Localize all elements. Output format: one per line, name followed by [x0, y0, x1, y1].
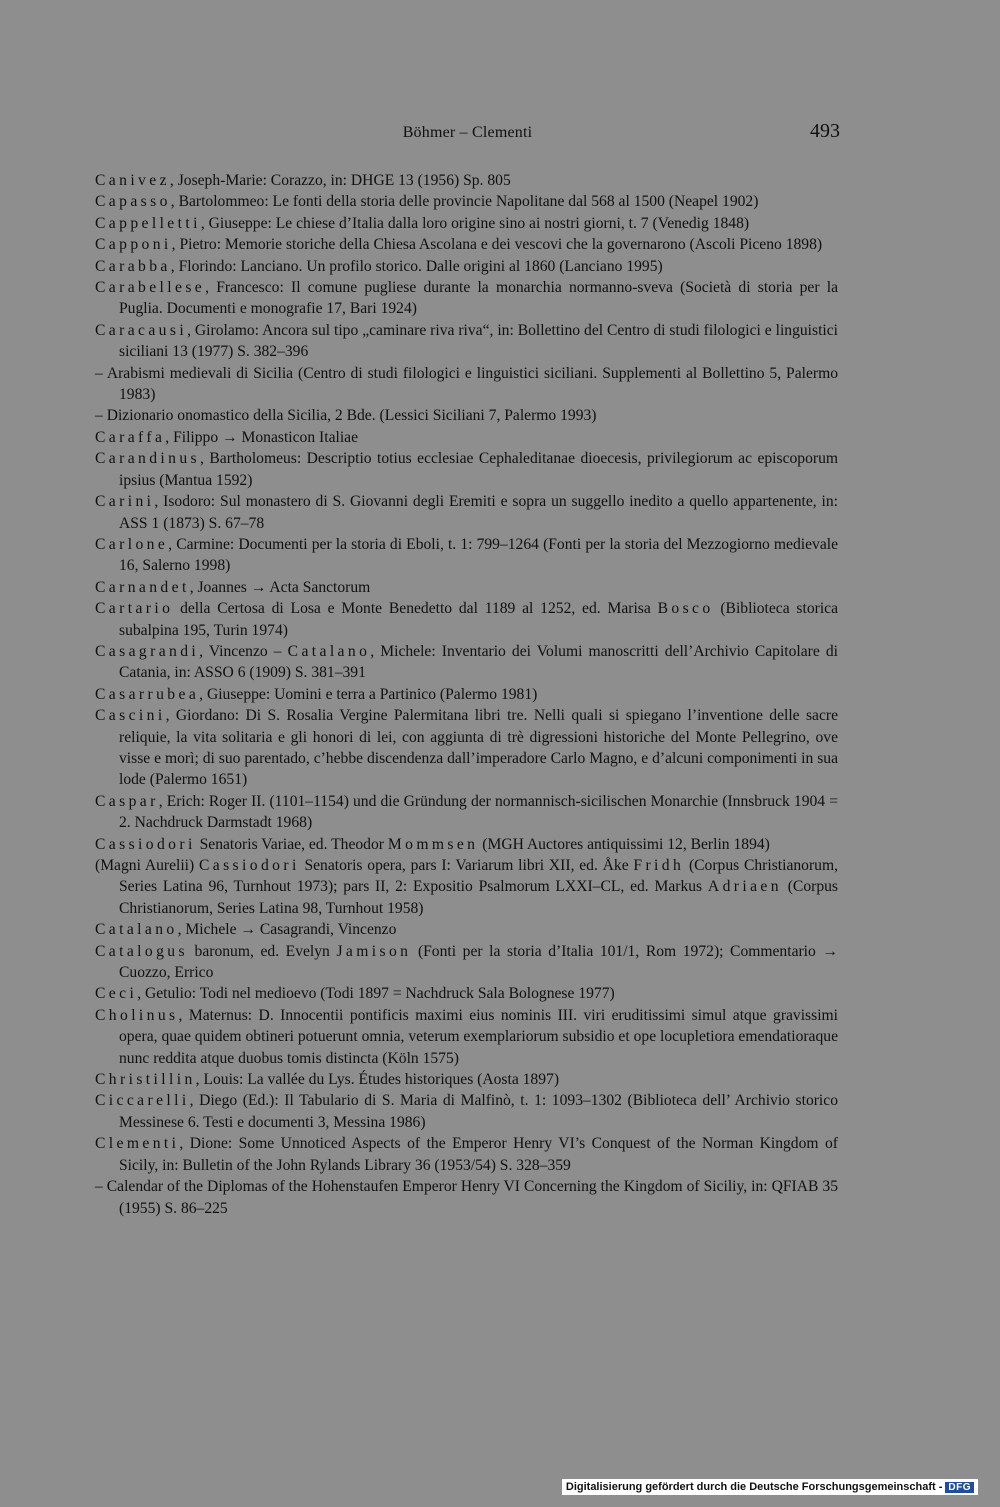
entry-text: , Joannes → Acta Sanctorum [189, 578, 371, 596]
entry-text: , Florindo: Lanciano. Un profilo storico. Dalle origini al 1860 (Lanciano 1995) [170, 257, 663, 275]
funding-footer [562, 1479, 978, 1495]
bibliography-entry [95, 1090, 838, 1133]
author-name: Caracausi [95, 321, 188, 339]
author-name: Carandinus [95, 450, 201, 468]
author-name: Caraffa [95, 428, 166, 446]
entry-text: Senatoris opera, pars I: Variarum libri XII, ed. Åke [299, 857, 634, 874]
entry-text: , Filippo → Monasticon Italiae [165, 428, 358, 446]
author-name: Carabba [95, 257, 171, 275]
entry-text: , Pietro: Memorie storiche della Chiesa Ascolana e dei vescovi che la governarono (Ascoli Piceno 1898) [171, 236, 823, 254]
running-title: Böhmer – Clementi [402, 124, 533, 141]
bibliography-entry [95, 598, 838, 641]
author-name: Adriaen [707, 878, 782, 896]
entry-text: baronum, ed. Evelyn [187, 942, 337, 960]
entry-text: (MGH Auctores antiquissimi 12, Berlin 1894) [478, 835, 770, 853]
entry-text: della Certosa di Losa e Monte Benedetto dal 1189 al 1252, ed. Marisa [173, 600, 658, 618]
entry-text: , Getulio: Todi nel medioevo (Todi 1897 = Nachdruck Sala Bolognese 1977) [137, 985, 615, 1003]
entry-text: (Magni Aurelii) [95, 857, 199, 874]
author-name: Christillin [95, 1071, 196, 1089]
entry-text: , Francesco: Il comune pugliese durante la monarchia normanno-sveva (Società di storia per la Puglia. Documenti e monografie 17, Bari 1924) [119, 279, 838, 318]
page-number: 493 [810, 120, 840, 142]
author-name: Cascini [95, 707, 166, 725]
bibliography-entry [95, 983, 838, 1004]
entry-text: , Dione: Some Unnoticed Aspects of the Emperor Henry VI’s Conquest of the Norman Kingdom of Sicily, in: Bulletin of the John Rylands Library 36 (1953/54) S. 328–359 [119, 1135, 838, 1174]
bibliography-entry [95, 1133, 838, 1176]
entry-text: – Dizionario onomastico della Sicilia, 2 Bde. (Lessici Siciliani 7, Palermo 1993) [95, 407, 597, 425]
entry-text: (Biblioteca storica subalpina 195, Turin 1974) [119, 600, 838, 639]
entry-text: , Giordano: Di S. Rosalia Vergine Palermitana libri tre. Nelli quali si spiegano l’inventione delle sacre reliquie, la vita solitaria e gli honori di lei, con aggiunta di trè digressioni historiche del Monte Pellegrino, ove visse e morì; di suo parentado, c’hebbe discendenza dall’imperadore Carlo Magno, e d’alcuni componimenti in sua lode (Palermo 1651) [119, 707, 838, 789]
entry-text: – Calendar of the Diplomas of the Hohenstaufen Emperor Henry VI Concerning the Kingdom of Siciliy, in: QFIAB 35 (1955) S. 86–225 [95, 1178, 838, 1217]
entry-text: , Joseph-Marie: Corazzo, in: DHGE 13 (1956) Sp. 805 [169, 172, 511, 189]
author-name: Casagrandi [95, 642, 200, 660]
bibliography-entry [95, 191, 838, 212]
entry-text: , Girolamo: Ancora sul tipo „caminare riva riva“, in: Bollettino del Centro di studi filologici e linguistici siciliani 13 (1977) S. 382–396 [119, 321, 838, 361]
author-name: Cartario [95, 600, 174, 618]
entry-text: , Isodoro: Sul monastero di S. Giovanni degli Eremiti e sopra un suggello inedito a quello appartenente, in: ASS 1 (1873) S. 67–78 [119, 493, 838, 532]
author-name: Ciccarelli [95, 1092, 190, 1110]
dfg-logo: DFG [945, 1482, 974, 1493]
author-name: Carnandet [95, 578, 190, 596]
funding-text: Digitalisierung gefördert durch die Deutsche Forschungsgemeinschaft - [565, 1481, 943, 1493]
entry-text: – Arabismi medievali di Sicilia (Centro di studi filologici e linguistici siciliani. Supplementi al Bollettino 5, Palermo 1983) [95, 364, 838, 404]
author-name: Capasso [95, 193, 171, 211]
bibliography-entry [95, 641, 838, 684]
bibliography-entry [95, 277, 838, 320]
author-name: Fridh [633, 857, 685, 874]
author-name: Capponi [95, 236, 172, 254]
page-header [95, 120, 840, 150]
author-name: Caspar [95, 792, 159, 810]
bibliography-entry [95, 363, 838, 406]
bibliography-entry [95, 834, 838, 855]
bibliography-entry [95, 705, 838, 791]
entry-text: , Diego (Ed.): Il Tabulario di S. Maria di Malfinò, t. 1: 1093–1302 (Biblioteca dell’ Archivio storico Messinese 6. Testi e documenti 3, Messina 1986) [119, 1092, 838, 1131]
author-name: Cappelletti [95, 214, 201, 232]
author-name: Mommsen [387, 835, 479, 853]
entry-text: , Erich: Roger II. (1101–1154) und die Gründung der normannisch-sicilischen Monarchie (Innsbruck 1904 = 2. Nachdruck Darmstadt 1968) [119, 792, 838, 832]
bibliography-entry [95, 941, 838, 984]
bibliography-list [95, 170, 838, 1219]
entry-text: , Bartholomeus: Descriptio totius ecclesiae Cephaleditanae dioecesis, privilegiorum ac episcoporum ipsius (Mantua 1592) [119, 450, 838, 489]
author-name: Catalano [95, 921, 178, 939]
author-name: Canivez [95, 172, 170, 189]
bibliography-entry [95, 1176, 838, 1219]
entry-text: (Corpus Christianorum, Series Latina 98, Turnhout 1958) [119, 878, 838, 917]
entry-text: , Vincenzo – [199, 642, 288, 660]
bibliography-entry [95, 1069, 838, 1090]
author-name: Ceci [95, 985, 138, 1003]
author-name: Carabellese [95, 279, 206, 297]
entry-text: , Michele → Casagrandi, Vincenzo [177, 921, 397, 939]
bibliography-entry [95, 1005, 838, 1069]
bibliography-entry [95, 684, 838, 705]
author-name: Carlone [95, 535, 169, 553]
bibliography-entry [95, 320, 838, 363]
author-name: Cholinus [95, 1006, 179, 1024]
bibliography-entry [95, 405, 838, 426]
entry-text: Senatoris Variae, ed. Theodor [195, 835, 388, 853]
bibliography-entry [95, 213, 838, 234]
author-name: Catalogus [95, 942, 188, 960]
bibliography-entry [95, 427, 838, 448]
bibliography-entry [95, 791, 838, 834]
entry-text: , Michele: Inventario dei Volumi manoscritti dell’Archivio Capitolare di Catania, in: ASSO 6 (1909) S. 381–391 [119, 642, 838, 682]
bibliography-entry [95, 234, 838, 255]
bibliography-entry [95, 256, 838, 277]
author-name: Catalano [287, 642, 371, 660]
author-name: Carini [95, 493, 155, 511]
author-name: Jamison [336, 942, 412, 960]
author-name: Cassiodori [198, 857, 300, 874]
entry-text: , Carmine: Documenti per la storia di Eboli, t. 1: 799–1264 (Fonti per la storia del Mezzogiorno medievale 16, Salerno 1998) [119, 535, 838, 575]
author-name: Bosco [657, 600, 714, 618]
entry-text: , Maternus: D. Innocentii pontificis maximi eius nominis III. viri eruditissimi simul atque gravissimi opera, quae quidem obtineri potuerunt omnia, veterum exemplariorum subsidio et ope locupletiora emendatioraque nunc reddita atque duobus tomis distincta (Köln 1575) [119, 1006, 838, 1067]
author-name: Clementi [95, 1135, 180, 1153]
bibliography-entry [95, 491, 838, 534]
entry-text: (Fonti per la storia d’Italia 101/1, Rom 1972); Commentario → Cuozzo, Errico [119, 942, 838, 982]
bibliography-entry [95, 534, 838, 577]
bibliography-entry [95, 919, 838, 940]
author-name: Casarrubea [95, 685, 200, 703]
entry-text: , Giuseppe: Uomini e terra a Partinico (Palermo 1981) [199, 685, 538, 703]
bibliography-entry [95, 170, 838, 191]
entry-text: , Giuseppe: Le chiese d’Italia dalla loro origine sino ai nostri giorni, t. 7 (Venedig 1848) [200, 214, 750, 232]
entry-text: , Bartolommeo: Le fonti della storia delle provincie Napolitane dal 568 al 1500 (Neapel 1902) [170, 193, 759, 211]
entry-text: (Corpus Christianorum, Series Latina 96, Turnhout 1973); pars II, 2: Expositio Psalmorum LXXI–CL, ed. Markus [119, 857, 838, 896]
bibliography-entry [95, 448, 838, 491]
bibliography-entry [95, 855, 838, 919]
author-name: Cassiodori [95, 835, 196, 853]
entry-text: , Louis: La vallée du Lys. Études historiques (Aosta 1897) [195, 1071, 560, 1089]
bibliography-entry [95, 577, 838, 598]
